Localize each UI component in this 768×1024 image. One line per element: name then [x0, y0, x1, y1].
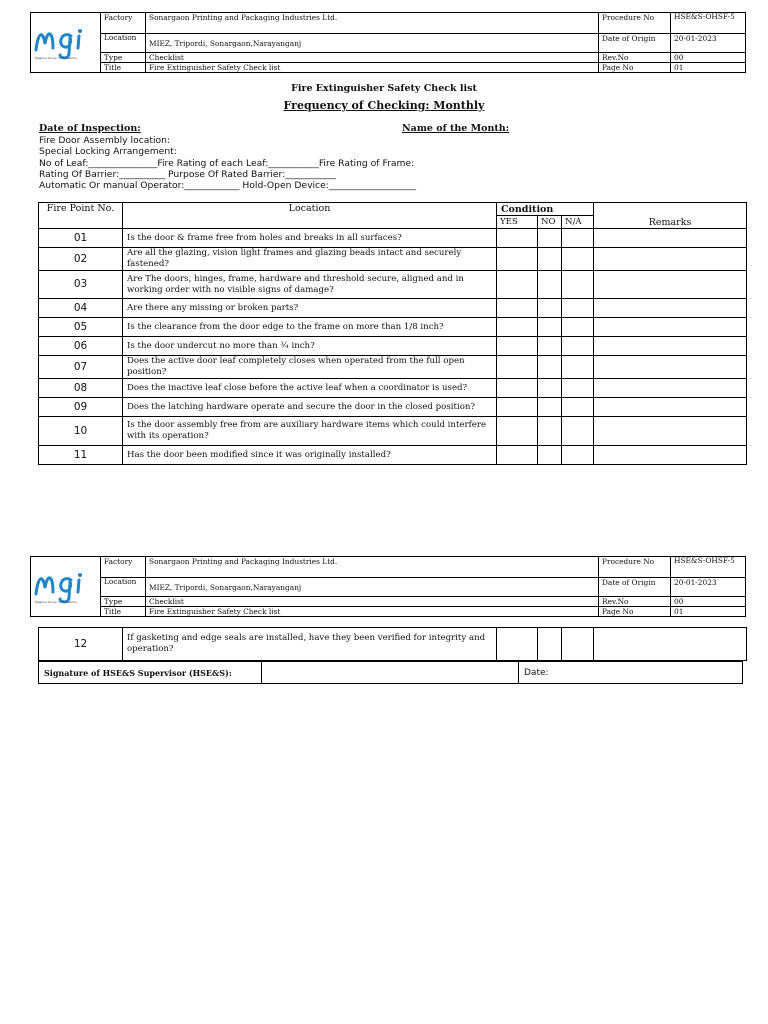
table-row	[39, 318, 747, 337]
title-value: Fire Extinguisher Safety Check list	[146, 607, 599, 617]
no-cell[interactable]	[538, 248, 562, 271]
remarks-cell[interactable]	[594, 446, 747, 465]
no-cell[interactable]	[538, 318, 562, 337]
remarks-cell[interactable]	[594, 318, 747, 337]
row-number: 03	[39, 271, 123, 299]
na-cell[interactable]	[562, 337, 594, 356]
location-label: Location	[101, 34, 146, 53]
row-question: Does the inactive leaf close before the active leaf when a coordinator is used?	[123, 379, 497, 398]
yes-cell[interactable]	[497, 271, 538, 299]
procedure-value: HSE&S-OHSF-5	[671, 557, 746, 578]
title-value: Fire Extinguisher Safety Check list	[146, 63, 599, 73]
company-logo	[31, 13, 101, 73]
row-number: 07	[39, 356, 123, 379]
no-cell[interactable]	[538, 417, 562, 446]
remarks-cell[interactable]	[594, 337, 747, 356]
row-question: Is the door assembly free from are auxiliary hardware items which could interfere with its operation?	[123, 417, 497, 446]
row-question: If gasketing and edge seals are installed, have they been verified for integrity and operation?	[123, 628, 497, 661]
yes-cell[interactable]	[497, 248, 538, 271]
table-row	[39, 299, 747, 318]
table-row	[39, 398, 747, 417]
mgi-logo-icon	[31, 22, 101, 62]
document-title: Fire Extinguisher Safety Check list	[291, 83, 477, 94]
table-row	[39, 356, 747, 379]
yes-cell[interactable]	[497, 356, 538, 379]
row-question: Is the clearance from the door edge to the frame on more than 1/8 inch?	[123, 318, 497, 337]
row-number: 10	[39, 417, 123, 446]
table-row	[39, 628, 747, 661]
page2-header	[30, 556, 746, 617]
factory-label: Factory	[101, 13, 146, 34]
na-cell[interactable]	[562, 417, 594, 446]
na-cell[interactable]	[562, 379, 594, 398]
row-question: Is the door & frame free from holes and breaks in all surfaces?	[123, 229, 497, 248]
col-yes: YES	[497, 216, 538, 229]
logo-tagline: Meghna Group of Industries	[35, 599, 77, 604]
remarks-cell[interactable]	[594, 379, 747, 398]
type-label: Type	[101, 53, 146, 63]
mgi-logo-icon	[31, 566, 101, 606]
page-value: 01	[671, 607, 746, 617]
no-cell[interactable]	[538, 356, 562, 379]
remarks-cell[interactable]	[594, 229, 747, 248]
origin-value: 20-01-2023	[671, 578, 746, 597]
col-fire-point: Fire Point No.	[39, 203, 123, 229]
table-row	[39, 379, 747, 398]
row-number: 04	[39, 299, 123, 318]
row-question: Are all the glazing, vision light frames and glazing beads intact and securely fastened?	[123, 248, 497, 271]
page-label: Page No	[599, 63, 671, 73]
signature-table	[38, 661, 743, 684]
na-cell[interactable]	[562, 356, 594, 379]
col-location: Location	[123, 203, 497, 229]
type-label: Type	[101, 597, 146, 607]
procedure-value: HSE&S-OHSF-5	[671, 13, 746, 34]
yes-cell[interactable]	[497, 379, 538, 398]
date-of-inspection-label: Date of Inspection:	[39, 123, 141, 134]
signature-label: Signature of HSE&S Supervisor (HSE&S):	[39, 662, 262, 684]
yes-cell[interactable]	[497, 337, 538, 356]
row-number: 05	[39, 318, 123, 337]
title-label: Title	[101, 63, 146, 73]
na-cell[interactable]	[562, 398, 594, 417]
table-row	[39, 271, 747, 299]
table-row	[39, 446, 747, 465]
rev-value: 00	[671, 597, 746, 607]
row-number: 11	[39, 446, 123, 465]
col-remarks: Remarks	[594, 203, 747, 229]
location-value: MIEZ, Tripordi, Sonargaon,Narayanganj	[146, 578, 599, 597]
row-question: Has the door been modified since it was originally installed?	[123, 446, 497, 465]
signature-field[interactable]	[262, 662, 519, 684]
yes-cell[interactable]	[497, 446, 538, 465]
leaf-rating-field: No of Leaf:_______________Fire Rating of each Leaf:___________Fire Rating of Frame:	[39, 158, 415, 169]
row-number: 09	[39, 398, 123, 417]
row-question: Is the door undercut no more than ¾ inch?	[123, 337, 497, 356]
no-cell[interactable]	[538, 271, 562, 299]
remarks-cell[interactable]	[594, 271, 747, 299]
logo-tagline: Meghna Group of Industries	[35, 55, 77, 60]
na-cell[interactable]	[562, 446, 594, 465]
remarks-cell[interactable]	[594, 417, 747, 446]
date-field[interactable]: Date:	[519, 662, 743, 684]
yes-cell[interactable]	[497, 299, 538, 318]
yes-cell[interactable]	[497, 318, 538, 337]
remarks-cell[interactable]	[594, 356, 747, 379]
table-header-row	[39, 203, 747, 216]
row-number: 01	[39, 229, 123, 248]
remarks-cell[interactable]	[594, 299, 747, 318]
checklist-table	[38, 202, 747, 465]
origin-label: Date of Origin	[599, 34, 671, 53]
locking-arrangement-field: Special Locking Arrangement:	[39, 146, 177, 157]
col-condition: Condition	[497, 203, 594, 216]
na-cell[interactable]	[562, 271, 594, 299]
rev-value: 00	[671, 53, 746, 63]
na-cell[interactable]	[562, 299, 594, 318]
table-row	[39, 229, 747, 248]
table-row	[39, 248, 747, 271]
page-label: Page No	[599, 607, 671, 617]
no-cell[interactable]	[538, 628, 562, 661]
na-cell[interactable]	[562, 248, 594, 271]
row-number: 08	[39, 379, 123, 398]
origin-value: 20-01-2023	[671, 34, 746, 53]
rev-label: Rev.No	[599, 597, 671, 607]
col-no: NO	[538, 216, 562, 229]
operator-field: Automatic Or manual Operator:____________ Hold-Open Device:___________________	[39, 180, 417, 191]
yes-cell[interactable]	[497, 417, 538, 446]
remarks-cell[interactable]	[594, 398, 747, 417]
row-number: 06	[39, 337, 123, 356]
no-cell[interactable]	[538, 379, 562, 398]
row-question: Are there any missing or broken parts?	[123, 299, 497, 318]
no-cell[interactable]	[538, 337, 562, 356]
factory-value: Sonargaon Printing and Packaging Industries Ltd.	[146, 13, 599, 34]
factory-value: Sonargaon Printing and Packaging Industries Ltd.	[146, 557, 599, 578]
rev-label: Rev.No	[599, 53, 671, 63]
table-row	[39, 417, 747, 446]
barrier-rating-field: Rating Of Barrier:__________ Purpose Of Rated Barrier:___________	[39, 169, 336, 180]
no-cell[interactable]	[538, 446, 562, 465]
page1-header	[30, 12, 746, 73]
frequency-title: Frequency of Checking: Monthly	[283, 99, 485, 112]
yes-cell[interactable]	[497, 628, 538, 661]
type-value: Checklist	[146, 597, 599, 607]
na-cell[interactable]	[562, 229, 594, 248]
month-info	[402, 123, 509, 134]
procedure-label: Procedure No	[599, 557, 671, 578]
na-cell[interactable]	[562, 318, 594, 337]
remarks-cell[interactable]	[594, 248, 747, 271]
assembly-location-field: Fire Door Assembly location:	[39, 135, 171, 146]
checklist-table-continued	[38, 627, 747, 661]
company-logo	[31, 557, 101, 617]
title-label: Title	[101, 607, 146, 617]
no-cell[interactable]	[538, 229, 562, 248]
row-number: 02	[39, 248, 123, 271]
inspection-info	[39, 123, 141, 134]
col-na: N/A	[562, 216, 594, 229]
row-number: 12	[39, 628, 123, 661]
location-value: MIEZ, Tripordi, Sonargaon,Narayanganj	[146, 34, 599, 53]
row-question: Does the active door leaf completely closes when operated from the full open position?	[123, 356, 497, 379]
row-question: Are The doors, hinges, frame, hardware and threshold secure, aligned and in working order with no visible signs of damage?	[123, 271, 497, 299]
row-question: Does the latching hardware operate and secure the door in the closed position?	[123, 398, 497, 417]
factory-label: Factory	[101, 557, 146, 578]
procedure-label: Procedure No	[599, 13, 671, 34]
origin-label: Date of Origin	[599, 578, 671, 597]
remarks-cell[interactable]	[594, 628, 747, 661]
type-value: Checklist	[146, 53, 599, 63]
yes-cell[interactable]	[497, 229, 538, 248]
no-cell[interactable]	[538, 398, 562, 417]
yes-cell[interactable]	[497, 398, 538, 417]
location-label: Location	[101, 578, 146, 597]
table-row	[39, 337, 747, 356]
na-cell[interactable]	[562, 628, 594, 661]
no-cell[interactable]	[538, 299, 562, 318]
page-value: 01	[671, 63, 746, 73]
name-of-month-label: Name of the Month:	[402, 123, 510, 134]
